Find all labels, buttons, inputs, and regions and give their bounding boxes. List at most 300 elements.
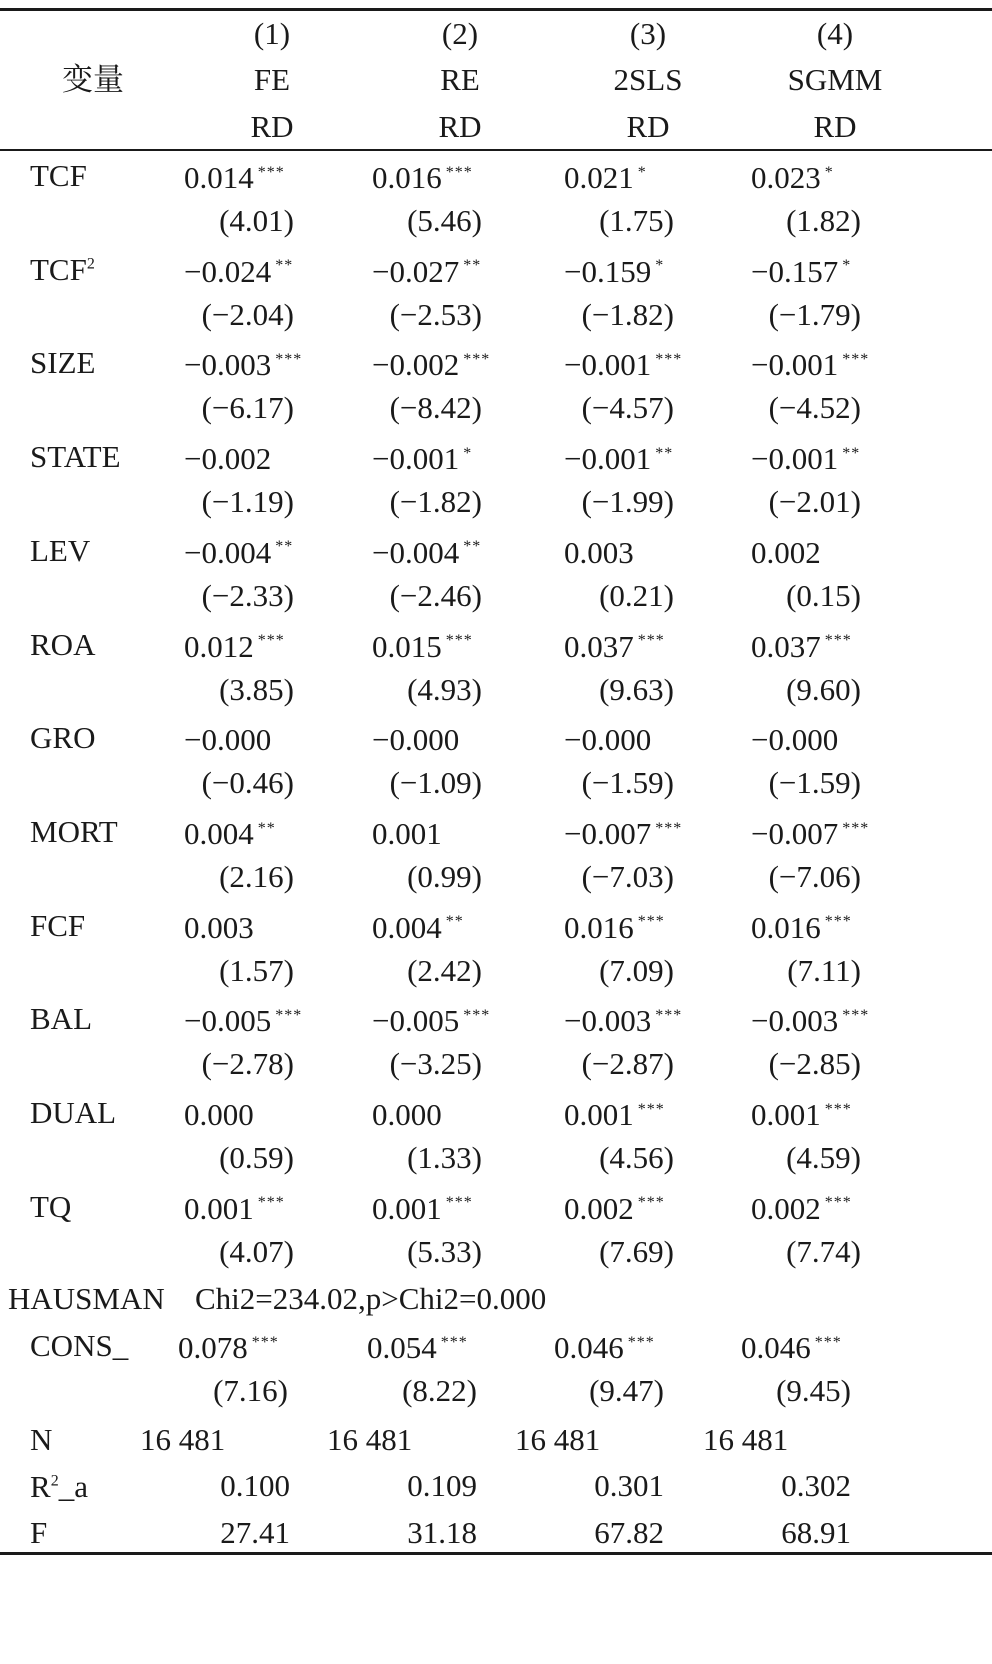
row-6-col-1-tstat-text: (3.85) [219,671,294,707]
f-col-1-text: 27.41 [220,1515,290,1550]
row-3-col-3-coef-significance-stars: *** [655,351,683,369]
row-12-col-3-coef [564,1190,744,1226]
row-5-col-1-tstat [164,577,294,613]
row-9-col-1-tstat-text: (1.57) [219,952,294,988]
cons-col-2-tstat [347,1375,477,1406]
row-2-col-1-tstat [164,296,294,332]
col-2-index-text: (2) [441,16,479,51]
row-10-col-3-coef [564,1003,744,1039]
row-8-col-1-tstat-text: (2.16) [219,858,294,894]
row-9-col-2-coef [372,909,552,945]
row-8-col-4-coef [751,815,931,851]
row-9-col-3-tstat [544,952,674,988]
col-4-method [735,64,935,95]
row-12-col-1-tstat-text: (4.07) [219,1233,294,1269]
f-col-4-text: 68.91 [781,1515,851,1550]
col-1-index-text: (1) [253,16,291,51]
row-6-col-1-coef-significance-stars: *** [257,632,285,650]
row-5-col-2-coef-text: −0.004 [372,534,460,570]
row-9-col-2-tstat-text: (2.42) [407,952,482,988]
row-11-col-1-coef [184,1099,364,1130]
f-col-4 [721,1517,851,1548]
row-11-col-3-coef [564,1099,744,1130]
n-col-3-text: 16 481 [515,1422,601,1457]
row-4-col-4-tstat [731,484,861,520]
row-9-col-4-coef [751,909,931,945]
row-2-col-2-coef [372,253,552,289]
row-11-col-3-coef-significance-stars: *** [637,1100,665,1118]
row-9-col-1-coef [184,909,364,945]
col-3-dep [548,111,748,142]
row-2-label-superscript: 2 [86,255,95,273]
row-4-col-2-tstat-text: (−1.82) [389,484,482,520]
row-10-col-1-coef-text: −0.005 [184,1003,272,1039]
cons-label [30,1330,128,1361]
row-1-col-1-coef-significance-stars: *** [257,163,285,181]
row-12-col-1-coef [184,1190,364,1226]
row-1-col-3-tstat [544,205,674,236]
row-2-col-3-coef-significance-stars: * [655,257,665,275]
row-8-label-text: MORT [30,813,118,849]
row-11-col-4-coef-significance-stars: *** [824,1100,852,1118]
row-3-col-3-tstat-text: (−4.57) [581,390,674,426]
row-12-col-4-coef [751,1190,931,1226]
row-9-col-4-coef-significance-stars: *** [824,913,852,931]
row-2-col-1-coef-text: −0.024 [184,253,272,289]
col-1-dep-text: RD [250,109,294,144]
row-3-col-1-tstat-text: (−6.17) [201,390,294,426]
row-3-col-1-coef-significance-stars: *** [275,351,303,369]
row-4-col-2-coef [372,441,552,477]
row-7-col-2-coef-text: −0.000 [372,722,460,758]
row-12-col-4-tstat [731,1233,861,1269]
col-4-method-text: SGMM [787,62,883,97]
cons-col-3-tstat [534,1375,664,1406]
row-6-col-4-coef-significance-stars: *** [824,632,852,650]
row-1-col-3-coef [564,162,744,193]
row-5-col-3-coef-text: 0.003 [564,534,634,570]
var-header [62,64,124,95]
row-9-col-2-coef-significance-stars: ** [445,913,464,931]
row-3-col-1-coef [184,347,364,383]
header-rule [0,149,992,151]
row-10-col-3-coef-significance-stars: *** [655,1006,683,1024]
row-7-col-2-coef [372,722,552,758]
col-1-method [172,64,372,95]
row-5-col-3-coef [564,534,744,570]
row-8-col-2-coef [372,815,552,851]
cons-col-2-tstat-text: (8.22) [402,1373,477,1408]
row-1-col-3-coef-text: 0.021 [564,160,634,195]
row-1-col-1-tstat-text: (4.01) [219,203,294,238]
cons-col-3-tstat-text: (9.47) [589,1373,664,1408]
row-4-label-text: STATE [30,439,121,475]
row-4-col-3-coef [564,441,744,477]
col-2-dep-text: RD [438,109,482,144]
row-11-col-1-tstat [164,1142,294,1173]
var-header-text: 变量 [62,62,124,97]
row-5-label [30,532,91,568]
row-8-col-4-tstat-text: (−7.06) [768,858,861,894]
col-2-dep [360,111,560,142]
cons-label-text: CONS_ [30,1328,129,1363]
row-11-col-3-coef-text: 0.001 [564,1097,634,1132]
row-10-label-text: BAL [30,1001,92,1037]
row-5-col-4-tstat [731,577,861,613]
row-2-col-1-tstat-text: (−2.04) [201,296,294,332]
row-5-col-4-coef [751,534,931,570]
bottom-rule [0,1552,992,1555]
row-7-col-3-tstat [544,765,674,801]
row-1-col-4-tstat-text: (1.82) [786,203,861,238]
row-7-col-2-tstat [352,765,482,801]
row-6-col-2-coef [372,628,552,664]
row-2-label [30,251,95,287]
row-4-col-2-coef-text: −0.001 [372,441,460,477]
row-12-col-4-tstat-text: (7.74) [786,1233,861,1269]
row-6-col-3-coef-significance-stars: *** [637,632,665,650]
row-11-col-4-coef [751,1099,931,1130]
row-2-col-4-coef-significance-stars: * [842,257,852,275]
row-7-col-4-coef [751,722,931,758]
row-9-col-3-coef [564,909,744,945]
col-4-dep [735,111,935,142]
n-col-3 [515,1424,600,1455]
col-1-dep [172,111,372,142]
row-2-col-3-tstat-text: (−1.82) [581,296,674,332]
hausman-text [195,1283,546,1314]
row-9-col-2-tstat [352,952,482,988]
row-5-label-text: LEV [30,532,91,568]
row-7-label-text: GRO [30,720,96,756]
row-1-col-4-coef [751,162,931,193]
col-2-index [360,18,560,49]
cons-col-3-coef-text: 0.046 [554,1330,624,1365]
r2-label-text: R [30,1469,51,1504]
row-9-col-4-tstat-text: (7.11) [787,952,861,988]
row-5-col-2-tstat [352,577,482,613]
r2-col-2 [347,1470,477,1501]
row-3-col-4-coef-text: −0.001 [751,347,839,383]
cons-col-1-coef-significance-stars: *** [251,1333,279,1351]
row-1-col-2-coef-text: 0.016 [372,160,442,195]
row-10-col-2-coef [372,1003,552,1039]
row-6-col-2-coef-significance-stars: *** [445,632,473,650]
row-5-col-2-tstat-text: (−2.46) [389,577,482,613]
row-4-col-3-tstat [544,484,674,520]
row-3-col-2-coef [372,347,552,383]
row-3-col-2-tstat [352,390,482,426]
row-11-col-1-coef-text: 0.000 [184,1097,254,1132]
row-4-label [30,439,121,475]
row-12-label [30,1188,72,1224]
row-3-col-2-tstat-text: (−8.42) [389,390,482,426]
col-4-dep-text: RD [813,109,857,144]
row-7-col-4-coef-text: −0.000 [751,722,839,758]
row-10-col-4-coef-text: −0.003 [751,1003,839,1039]
col-4-index-text: (4) [816,16,854,51]
r2-col-1 [160,1470,290,1501]
col-3-index [548,18,748,49]
col-3-index-text: (3) [629,16,667,51]
row-6-col-2-tstat-text: (4.93) [407,671,482,707]
col-1-index [172,18,372,49]
row-4-col-4-coef [751,441,931,477]
cons-col-2-coef-text: 0.054 [367,1330,437,1365]
row-8-col-3-coef-significance-stars: *** [655,819,683,837]
row-6-col-2-coef-text: 0.015 [372,628,442,664]
row-1-col-4-coef-text: 0.023 [751,160,821,195]
row-6-col-3-coef-text: 0.037 [564,628,634,664]
f-col-2 [347,1517,477,1548]
row-4-col-1-tstat-text: (−1.19) [201,484,294,520]
row-1-col-1-coef [184,162,364,193]
row-10-col-1-tstat-text: (−2.78) [201,1046,294,1082]
row-10-col-4-coef [751,1003,931,1039]
row-12-col-4-coef-text: 0.002 [751,1190,821,1226]
row-9-col-1-coef-text: 0.003 [184,909,254,945]
row-12-col-3-coef-text: 0.002 [564,1190,634,1226]
row-2-col-4-coef [751,253,931,289]
row-6-col-3-tstat-text: (9.63) [599,671,674,707]
row-8-col-3-coef [564,815,744,851]
f-col-2-text: 31.18 [407,1515,477,1550]
row-7-col-1-coef [184,722,364,758]
cons-col-3-coef-significance-stars: *** [627,1333,655,1351]
cons-col-3-coef [554,1332,734,1363]
row-3-col-3-coef [564,347,744,383]
cons-col-2-coef [367,1332,547,1363]
hausman-label [8,1283,165,1314]
row-5-col-2-coef-significance-stars: ** [463,538,482,556]
col-3-dep-text: RD [626,109,670,144]
row-8-col-1-coef [184,815,364,851]
row-4-col-3-coef-text: −0.001 [564,441,652,477]
row-11-col-2-tstat-text: (1.33) [407,1140,482,1175]
n-col-1-text: 16 481 [140,1422,226,1457]
row-5-col-3-tstat-text: (0.21) [599,577,674,613]
r2-label-superscript: 2 [50,1472,59,1490]
r2-col-3 [534,1470,664,1501]
row-7-col-1-tstat-text: (−0.46) [201,765,294,801]
col-3-method-text: 2SLS [613,62,683,97]
row-4-col-1-coef [184,441,364,477]
row-6-col-3-coef [564,628,744,664]
row-2-col-2-tstat [352,296,482,332]
row-3-label-text: SIZE [30,345,96,381]
row-1-col-2-tstat [352,205,482,236]
row-9-col-2-coef-text: 0.004 [372,909,442,945]
n-col-2-text: 16 481 [327,1422,413,1457]
row-7-col-3-coef-text: −0.000 [564,722,652,758]
row-12-col-4-coef-significance-stars: *** [824,1194,852,1212]
row-7-col-3-tstat-text: (−1.59) [581,765,674,801]
cons-col-1-tstat [158,1375,288,1406]
row-10-col-3-tstat [544,1046,674,1082]
row-12-col-3-tstat [544,1233,674,1269]
hausman-label-text: HAUSMAN [8,1281,165,1316]
row-10-col-3-coef-text: −0.003 [564,1003,652,1039]
r2-col-4 [721,1470,851,1501]
row-1-col-1-coef-text: 0.014 [184,160,254,195]
row-1-col-1-tstat [164,205,294,236]
f-label-text: F [30,1515,48,1550]
row-7-label [30,720,96,756]
row-9-label-text: FCF [30,907,86,943]
row-10-col-4-tstat-text: (−2.85) [768,1046,861,1082]
row-8-col-1-coef-text: 0.004 [184,815,254,851]
row-8-col-4-tstat [731,858,861,894]
row-4-col-4-coef-text: −0.001 [751,441,839,477]
row-2-col-1-coef [184,253,364,289]
row-11-col-4-tstat-text: (4.59) [786,1140,861,1175]
row-6-col-4-tstat-text: (9.60) [786,671,861,707]
row-4-col-4-tstat-text: (−2.01) [768,484,861,520]
row-10-col-1-tstat [164,1046,294,1082]
cons-col-2-coef-significance-stars: *** [440,1333,468,1351]
col-2-method-text: RE [440,62,480,97]
row-6-col-4-coef-text: 0.037 [751,628,821,664]
row-2-col-3-coef [564,253,744,289]
row-8-col-4-coef-significance-stars: *** [842,819,870,837]
row-9-col-3-coef-significance-stars: *** [637,913,665,931]
row-12-label-text: TQ [30,1188,72,1224]
row-5-col-1-coef-text: −0.004 [184,534,272,570]
col-2-method [360,64,560,95]
row-3-label [30,345,96,381]
row-12-col-3-coef-significance-stars: *** [637,1194,665,1212]
n-col-2 [327,1424,412,1455]
row-4-col-1-coef-text: −0.002 [184,441,272,477]
row-2-col-4-tstat [731,296,861,332]
hausman-text-text: Chi2=234.02,p>Chi2=0.000 [195,1281,547,1316]
row-12-col-1-coef-text: 0.001 [184,1190,254,1226]
row-9-col-4-coef-text: 0.016 [751,909,821,945]
row-5-col-2-coef [372,534,552,570]
row-8-col-2-tstat-text: (0.99) [407,858,482,894]
row-3-col-3-tstat [544,390,674,426]
row-7-col-2-tstat-text: (−1.09) [389,765,482,801]
row-2-label-text: TCF [30,251,87,287]
row-8-col-2-tstat [352,858,482,894]
f-label [30,1517,47,1548]
row-6-col-4-tstat [731,671,861,707]
row-2-col-4-tstat-text: (−1.79) [768,296,861,332]
row-3-col-2-coef-text: −0.002 [372,347,460,383]
row-3-col-1-tstat [164,390,294,426]
row-2-col-1-coef-significance-stars: ** [275,257,294,275]
row-4-col-3-tstat-text: (−1.99) [581,484,674,520]
row-5-col-1-coef [184,534,364,570]
row-7-col-4-tstat-text: (−1.59) [768,765,861,801]
row-9-label [30,907,86,943]
row-5-col-1-coef-significance-stars: ** [275,538,294,556]
row-12-col-1-tstat [164,1233,294,1269]
row-2-col-3-coef-text: −0.159 [564,253,652,289]
row-3-col-4-coef [751,347,931,383]
row-2-col-4-coef-text: −0.157 [751,253,839,289]
row-5-col-3-tstat [544,577,674,613]
row-10-col-1-coef [184,1003,364,1039]
row-6-col-3-tstat [544,671,674,707]
col-3-method [548,64,748,95]
row-11-col-2-tstat [352,1142,482,1173]
row-9-col-3-coef-text: 0.016 [564,909,634,945]
row-10-col-1-coef-significance-stars: *** [275,1006,303,1024]
row-8-col-1-coef-significance-stars: ** [257,819,276,837]
row-3-col-4-coef-significance-stars: *** [842,351,870,369]
f-col-3-text: 67.82 [594,1515,664,1550]
row-1-label-text: TCF [30,158,87,193]
row-11-col-1-tstat-text: (0.59) [219,1140,294,1175]
row-8-col-1-tstat [164,858,294,894]
row-7-col-4-tstat [731,765,861,801]
row-12-col-2-tstat-text: (5.33) [407,1233,482,1269]
n-col-4-text: 16 481 [703,1422,789,1457]
row-5-col-4-coef-text: 0.002 [751,534,821,570]
row-5-col-4-tstat-text: (0.15) [786,577,861,613]
r2-col-1-text: 0.100 [220,1468,290,1503]
row-4-col-4-coef-significance-stars: ** [842,444,861,462]
row-4-col-1-tstat [164,484,294,520]
r2-label [30,1471,88,1502]
row-6-label [30,626,96,662]
row-10-col-4-tstat [731,1046,861,1082]
row-10-col-2-coef-text: −0.005 [372,1003,460,1039]
row-5-col-1-tstat-text: (−2.33) [201,577,294,613]
row-11-col-3-tstat-text: (4.56) [599,1140,674,1175]
row-12-col-2-coef-text: 0.001 [372,1190,442,1226]
row-8-col-2-coef-text: 0.001 [372,815,442,851]
col-4-index [735,18,935,49]
top-rule [0,8,992,11]
row-8-col-4-coef-text: −0.007 [751,815,839,851]
row-12-col-1-coef-significance-stars: *** [257,1194,285,1212]
row-8-col-3-coef-text: −0.007 [564,815,652,851]
row-11-col-3-tstat [544,1142,674,1173]
f-col-3 [534,1517,664,1548]
row-7-col-1-coef-text: −0.000 [184,722,272,758]
row-12-col-2-coef [372,1190,552,1226]
row-9-col-3-tstat-text: (7.09) [599,952,674,988]
r2-col-4-text: 0.302 [781,1468,851,1503]
cons-col-1-tstat-text: (7.16) [213,1373,288,1408]
row-1-col-3-tstat-text: (1.75) [599,203,674,238]
row-2-col-2-coef-significance-stars: ** [463,257,482,275]
row-12-col-3-tstat-text: (7.69) [599,1233,674,1269]
row-4-col-3-coef-significance-stars: ** [655,444,674,462]
row-6-col-1-coef-text: 0.012 [184,628,254,664]
row-3-col-2-coef-significance-stars: *** [463,351,491,369]
cons-col-1-coef [178,1332,358,1363]
cons-col-4-coef-significance-stars: *** [814,1333,842,1351]
row-1-col-4-coef-significance-stars: * [824,163,834,181]
row-1-col-3-coef-significance-stars: * [637,163,647,181]
row-8-col-3-tstat [544,858,674,894]
row-11-label-text: DUAL [30,1095,117,1130]
row-3-col-4-tstat-text: (−4.52) [768,390,861,426]
cons-col-4-coef [741,1332,921,1363]
row-1-col-2-coef [372,162,552,193]
row-2-col-3-tstat [544,296,674,332]
row-4-col-2-coef-significance-stars: * [463,444,473,462]
cons-col-4-coef-text: 0.046 [741,1330,811,1365]
row-3-col-4-tstat [731,390,861,426]
row-9-col-1-tstat [164,952,294,988]
row-1-col-2-coef-significance-stars: *** [445,163,473,181]
row-8-label [30,813,118,849]
cons-col-4-tstat-text: (9.45) [776,1373,851,1408]
